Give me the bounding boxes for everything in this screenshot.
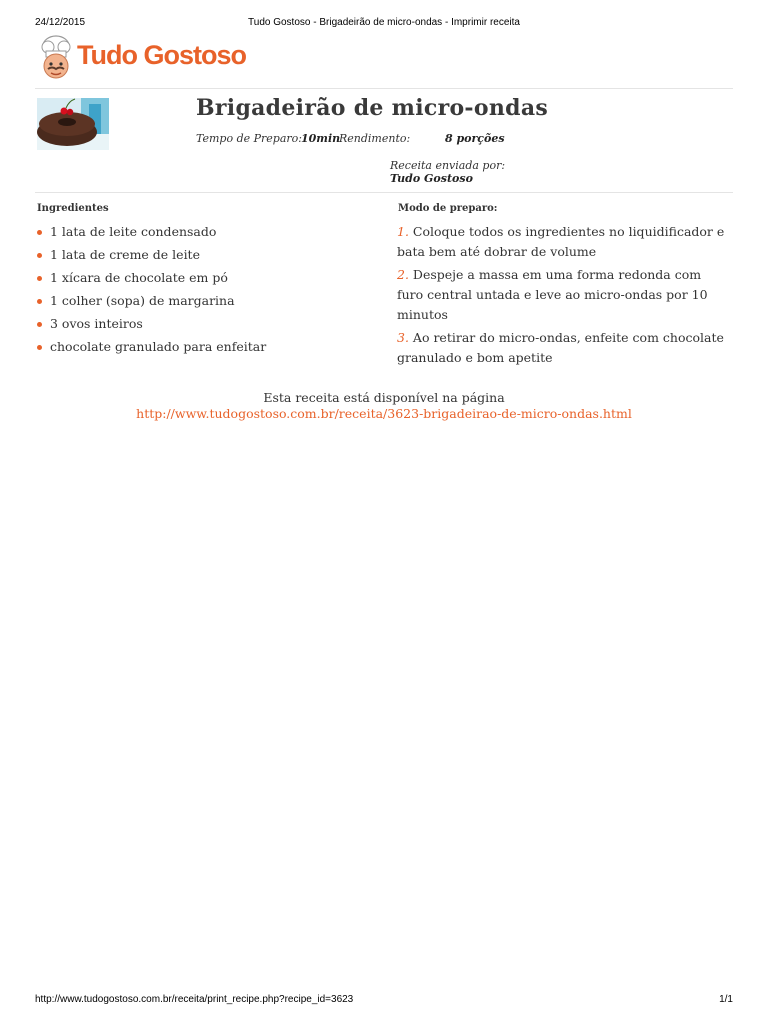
ingredient-text: 1 xícara de chocolate em pó — [50, 270, 228, 285]
step-text: Coloque todos os ingredientes no liquidificador e bata bem até dobrar de volume — [397, 224, 725, 259]
prep-time-value: 10min — [301, 132, 341, 145]
recipe-divider — [35, 192, 733, 193]
print-date: 24/12/2015 — [35, 17, 86, 28]
ingredient-item — [36, 292, 376, 315]
bullet-icon — [37, 230, 42, 235]
bullet-icon — [37, 276, 42, 281]
ingredient-item — [36, 338, 376, 361]
header-divider — [35, 88, 733, 89]
ingredient-text: 1 lata de leite condensado — [50, 224, 217, 239]
preparation-step — [397, 222, 727, 262]
bullet-icon — [37, 253, 42, 258]
recipe-title: Brigadeirão de micro-ondas — [196, 95, 549, 121]
step-number: 2. — [397, 267, 409, 282]
recipe-photo — [37, 98, 109, 150]
bullet-icon — [37, 322, 42, 327]
recipe-url-link[interactable]: http://www.tudogostoso.com.br/receita/3623-brigadeirao-de-micro-ondas.html — [136, 406, 632, 421]
ingredient-item — [36, 246, 376, 269]
ingredient-item — [36, 223, 376, 246]
ingredient-item — [36, 315, 376, 338]
ingredient-text: 1 lata de creme de leite — [50, 247, 200, 262]
sent-by-label: Receita enviada por: — [390, 159, 506, 172]
bullet-icon — [37, 345, 42, 350]
chocolate-cake-photo — [37, 98, 109, 150]
bullet-icon — [37, 299, 42, 304]
preparation-heading: Modo de preparo: — [398, 203, 498, 214]
preparation-steps — [397, 222, 727, 371]
ingredients-list — [36, 223, 376, 361]
ingredient-text: chocolate granulado para enfeitar — [50, 339, 267, 354]
sent-by-value: Tudo Gostoso — [390, 172, 473, 185]
print-url: http://www.tudogostoso.com.br/receita/print_recipe.php?recipe_id=3623 — [35, 994, 354, 1005]
prep-time-label: Tempo de Preparo: — [196, 132, 302, 145]
preparation-step — [397, 328, 727, 368]
logo-text: Tudo Gostoso — [77, 40, 246, 70]
step-text: Despeje a massa em uma forma redonda com furo central untada e leve ao micro-ondas por 10 minutos — [397, 267, 708, 322]
ingredient-item — [36, 269, 376, 292]
print-page-number: 1/1 — [719, 994, 733, 1005]
step-text: Ao retirar do micro-ondas, enfeite com chocolate granulado e bom apetite — [397, 330, 724, 365]
preparation-step — [397, 265, 727, 325]
availability-note — [0, 390, 768, 422]
step-number: 1. — [397, 224, 409, 239]
yield-value: 8 porções — [445, 132, 505, 145]
availability-text: Esta receita está disponível na página — [263, 390, 505, 405]
ingredient-text: 3 ovos inteiros — [50, 316, 143, 331]
step-number: 3. — [397, 330, 409, 345]
site-logo[interactable] — [34, 34, 334, 80]
ingredients-heading: Ingredientes — [37, 203, 109, 214]
ingredient-text: 1 colher (sopa) de margarina — [50, 293, 235, 308]
print-page-title: Tudo Gostoso - Brigadeirão de micro-ondas - Imprimir receita — [248, 17, 520, 28]
chef-hat-icon — [34, 34, 78, 80]
yield-label: Rendimento: — [339, 132, 411, 145]
